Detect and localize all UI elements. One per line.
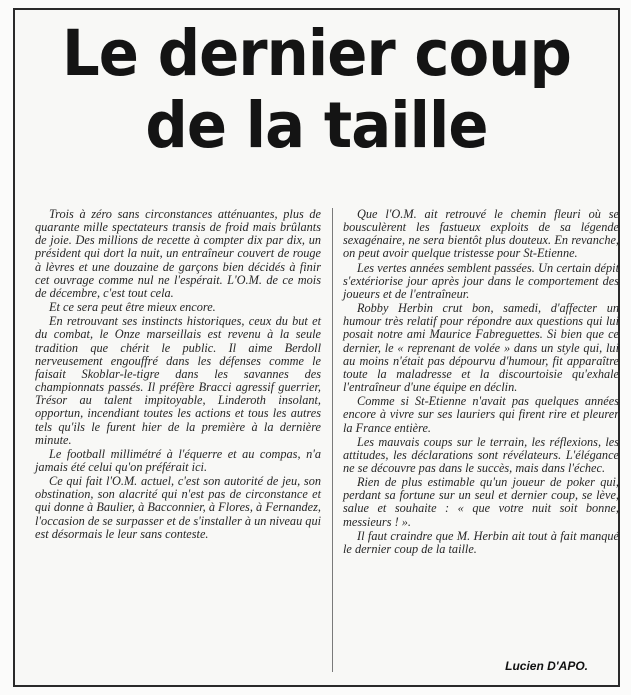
headline-line-2: de la taille bbox=[145, 89, 488, 162]
paragraph: Et ce sera peut être mieux encore. bbox=[49, 300, 216, 315]
article-frame bbox=[13, 8, 620, 687]
headline-line-1: Le dernier coup bbox=[62, 17, 571, 90]
paragraph: Le football millimétré à l'équerre et au compas, n'a jamais été celui qu'on préférait ici. bbox=[35, 446, 321, 474]
paragraph: Que l'O.M. ait retrouvé le chemin fleuri où se bousculèrent les fastueux exploits de sa légende sexagénaire, ne sera bientôt plus douteux. En revanche, on peut avoir quelque tristesse pour St-Etienne. bbox=[343, 207, 619, 261]
author-signature: Lucien D'APO. bbox=[505, 659, 588, 673]
paragraph: Les mauvais coups sur le terrain, les réflexions, les attitudes, les déclarations sont révélateurs. L'élégance ne se découvre pas dans le succès, mais dans l'échec. bbox=[343, 434, 619, 475]
paragraph: Il faut craindre que M. Herbin ait tout à fait manqué le dernier coup de la taille. bbox=[343, 528, 619, 556]
column-divider bbox=[332, 208, 333, 672]
paragraph: En retrouvant ses instincts historiques, ceux du but et du combat, le Onze marseillais est revenu à la seule tradition que chérit le public. Il aime Berdoll nerveusement engouffré dans les défenses comme le faisait Skoblar-le-tigre dans les savannes des championnats passés. Il préfère Bracci agressif guerrier, Trésor au talent impitoyable, Linderoth insolant, opportun, incendiant toutes les actions et tous les autres tels qu'ils le furent hier de la première à la dernière minute. bbox=[35, 314, 321, 447]
paragraph: Les vertes années semblent passées. Un certain dépit s'extériorise jour après jour dans le comportement des joueurs et de l'entraîneur. bbox=[343, 260, 619, 301]
headline bbox=[33, 18, 600, 162]
paragraph: Trois à zéro sans circonstances atténuantes, plus de quarante mille spectateurs transis de froid mais brûlants de joie. Des millions de recette à compter dix par dix, un président qui dort la nuit, un entraîneur couvert de rouge à lèvres et une douzaine de garçons bien décidés à finir cet ouvrage comme nul ne l'espérait. L'O.M. de ce mois de décembre, c'est tout cela. bbox=[35, 207, 321, 300]
paragraph: Rien de plus estimable qu'un joueur de poker qui, perdant sa fortune sur un seul et dernier coup, se lève, salue et souhaite : « que votre nuit soit bonne, messieurs ! ». bbox=[343, 475, 619, 529]
left-column bbox=[35, 208, 321, 542]
paragraph: Comme si St-Etienne n'avait pas quelques années encore à vivre sur ses lauriers qui firent rire et pleurer la France entière. bbox=[343, 394, 619, 435]
paragraph: Ce qui fait l'O.M. actuel, c'est son autorité de jeu, son obstination, son alacrité qui n'est pas de circonstance et qui donne à Baulier, à Bacconnier, à Flores, à Fernandez, l'occasion de se surpasser et de s'installer à un niveau qui est désormais le leur sans conteste. bbox=[35, 474, 322, 541]
right-column bbox=[343, 208, 619, 557]
paragraph: Robby Herbin crut bon, samedi, d'affecter un humour très relatif pour répondre aux questions qui lui posait notre ami Maurice Fabreguettes. Si bien que ce dernier, le « reprenant de volée » dans un style qui, lui au moins n'était pas dépourvu d'humour, fit apparaître toute la maladresse et la discourtoisie qu'exhale l'entraîneur d'une équipe en déclin. bbox=[343, 301, 619, 395]
